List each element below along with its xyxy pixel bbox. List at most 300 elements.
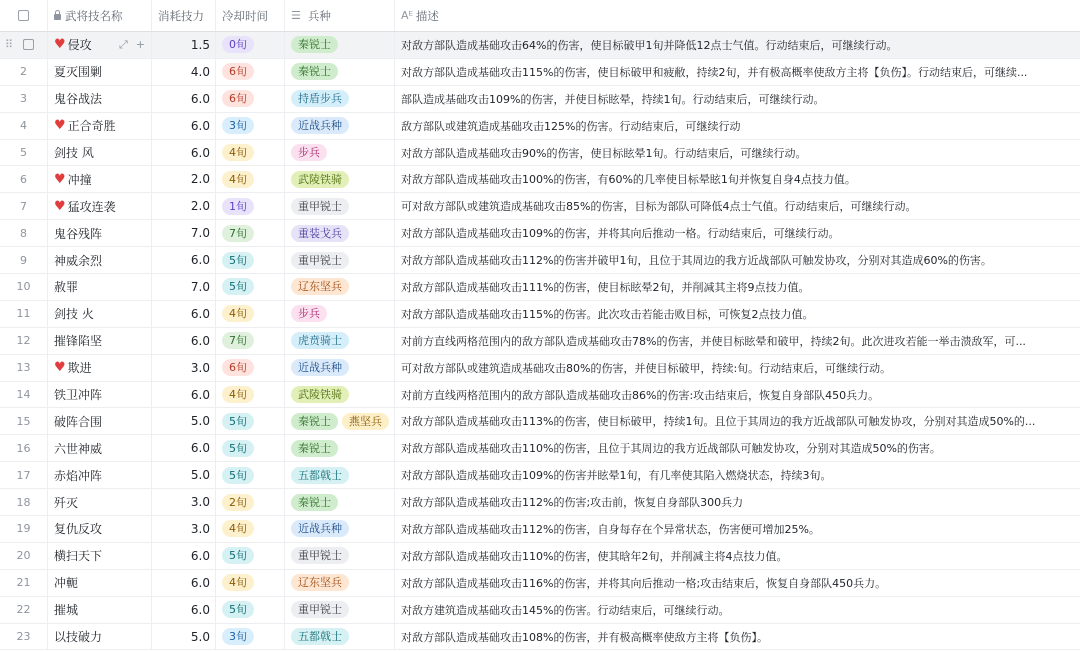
cost-cell[interactable]	[152, 382, 216, 408]
heart-icon: ♥	[54, 360, 66, 376]
type-tag: 步兵	[291, 305, 327, 322]
cooldown-tag: 7旬	[222, 225, 254, 242]
desc-text: 可对敌方部队或建筑造成基础攻击85%的伤害，目标为部队可降低4点士气值。行动结束后，可继续行动。	[401, 200, 917, 214]
cost-cell[interactable]	[152, 355, 216, 381]
row-index-cell[interactable]	[0, 462, 48, 488]
header-name[interactable]: 武将技名称	[48, 0, 152, 31]
name-cell[interactable]	[48, 247, 152, 273]
type-tag: 秦锐士	[291, 440, 338, 457]
name-cell[interactable]	[48, 328, 152, 354]
skill-name: 复仇反攻	[54, 522, 103, 537]
name-cell[interactable]	[48, 489, 152, 515]
cost-value: 5.0	[190, 468, 210, 483]
cooldown-cell[interactable]	[216, 462, 285, 488]
desc-cell[interactable]	[395, 382, 1080, 408]
cost-value: 6.0	[190, 118, 210, 133]
type-cell[interactable]	[285, 408, 395, 434]
cost-value: 7.0	[190, 226, 210, 241]
cooldown-cell[interactable]	[216, 274, 285, 300]
skill-name: 剑技 火	[54, 307, 94, 322]
desc-text: 对敌方部队造成基础攻击109%的伤害，并将其向后推动一格。行动结束后，可继续行动。	[401, 227, 840, 241]
cooldown-tag: 2旬	[222, 494, 254, 511]
type-cell[interactable]	[285, 355, 395, 381]
desc-cell[interactable]	[395, 86, 1080, 112]
cooldown-cell[interactable]	[216, 328, 285, 354]
row-index-cell[interactable]	[0, 382, 48, 408]
header-type[interactable]: ☰ 兵种	[285, 0, 395, 31]
cost-cell[interactable]	[152, 32, 216, 58]
desc-text: 对敌方部队造成基础攻击111%的伤害，使目标眩晕2旬，并削减其主将9点技力值。	[401, 280, 810, 294]
desc-cell[interactable]	[395, 355, 1080, 381]
cooldown-cell[interactable]	[216, 570, 285, 596]
cooldown-cell[interactable]	[216, 597, 285, 623]
cooldown-tag: 4旬	[222, 520, 254, 537]
row-index: 5	[20, 146, 27, 159]
desc-text: 对敌方部队造成基础攻击110%的伤害，使其晗年2旬，并削减主将4点技力值。	[401, 549, 788, 563]
name-cell[interactable]	[48, 113, 152, 139]
heart-icon: ♥	[54, 37, 66, 53]
cooldown-tag: 4旬	[222, 574, 254, 591]
table-row[interactable]	[0, 462, 1080, 489]
table-row[interactable]	[0, 543, 1080, 570]
text-icon: Aᴱ	[401, 9, 413, 22]
row-index: 3	[20, 92, 27, 106]
row-index: 7	[20, 199, 27, 213]
cost-cell[interactable]	[152, 624, 216, 650]
cost-value: 2.0	[190, 199, 210, 214]
skill-name: 夏灭围剿	[54, 65, 103, 80]
table-row[interactable]	[0, 570, 1080, 597]
skill-name: 六世神威	[54, 441, 103, 456]
type-tag: 秦锐士	[291, 494, 338, 511]
cooldown-tag: 6旬	[222, 63, 254, 80]
drag-handle-icon[interactable]: ⠿	[5, 38, 13, 52]
cooldown-cell[interactable]	[216, 113, 285, 139]
row-index-cell[interactable]	[0, 113, 48, 139]
desc-cell[interactable]	[395, 32, 1080, 58]
name-cell[interactable]	[48, 59, 152, 85]
table-row[interactable]	[0, 32, 1080, 59]
desc-cell[interactable]	[395, 462, 1080, 488]
cost-value: 6.0	[190, 575, 210, 590]
type-cell[interactable]	[285, 570, 395, 596]
desc-cell[interactable]	[395, 435, 1080, 461]
cost-value: 6.0	[190, 91, 210, 106]
skill-name: 剑技 风	[54, 146, 94, 160]
row-index: 21	[16, 576, 31, 590]
table-row[interactable]	[0, 274, 1080, 301]
row-index-cell[interactable]	[0, 408, 48, 434]
desc-text: 对敌方部队造成基础攻击113%的伤害，使目标破甲，持续1旬。且位于其周边的我方近战部队可触发协攻，分别对其造成50%的...	[401, 415, 1036, 429]
type-tag: 武陵铁骑	[291, 171, 349, 188]
cost-cell[interactable]	[152, 301, 216, 327]
cost-value: 3.0	[190, 360, 210, 375]
skill-name: 冲軛	[54, 576, 79, 591]
desc-text: 对敌方部队造成基础攻击100%的伤害，有60%的几率使目标晕眩1旬并恢复自身4点技力值。	[401, 173, 856, 187]
cooldown-tag: 5旬	[222, 440, 254, 457]
table-row[interactable]	[0, 435, 1080, 462]
type-tag: 持盾步兵	[291, 90, 349, 107]
table-row[interactable]	[0, 220, 1080, 247]
cooldown-tag: 5旬	[222, 278, 254, 295]
header-cooldown[interactable]: 冷却时间	[216, 0, 285, 31]
cooldown-cell[interactable]	[216, 247, 285, 273]
row-index: 2	[20, 65, 27, 79]
cooldown-tag: 3旬	[222, 628, 254, 645]
expand-icon[interactable]: ⤢	[118, 37, 128, 51]
table-row[interactable]	[0, 489, 1080, 516]
skill-name: 冲撞	[67, 172, 92, 187]
row-index: 10	[16, 280, 31, 294]
skill-name: 横扫天下	[54, 549, 103, 564]
desc-cell[interactable]	[395, 140, 1080, 166]
row-index-cell[interactable]	[0, 328, 48, 354]
name-cell[interactable]	[48, 543, 152, 569]
type-tag: 辽东坚兵	[291, 574, 349, 591]
cost-cell[interactable]	[152, 113, 216, 139]
row-index: 9	[20, 253, 27, 267]
list-icon: ☰	[291, 9, 301, 22]
skill-name: 欺进	[67, 361, 92, 376]
row-index: 15	[16, 414, 31, 428]
cooldown-cell[interactable]	[216, 301, 285, 327]
type-cell[interactable]	[285, 516, 395, 542]
cost-value: 6.0	[190, 253, 210, 268]
row-index-cell[interactable]	[0, 140, 48, 166]
type-cell[interactable]	[285, 32, 395, 58]
cost-value: 5.0	[190, 414, 210, 429]
cost-cell[interactable]	[152, 408, 216, 434]
cost-cell[interactable]	[152, 86, 216, 112]
type-cell[interactable]	[285, 462, 395, 488]
table-row[interactable]	[0, 59, 1080, 86]
desc-text: 对敌方部队造成基础攻击110%的伤害，且位于其周边的我方近战部队可触发协攻，分别对其造成50%的伤害。	[401, 442, 941, 456]
cooldown-tag: 5旬	[222, 252, 254, 269]
name-cell[interactable]	[48, 220, 152, 246]
cooldown-cell[interactable]	[216, 59, 285, 85]
skill-name: 鬼谷残阵	[54, 226, 103, 241]
row-index: 14	[16, 388, 31, 402]
skill-name: 猛攻连袭	[67, 199, 116, 214]
cost-value: 7.0	[190, 279, 210, 294]
desc-cell[interactable]	[395, 247, 1080, 273]
type-tag: 武陵铁骑	[291, 386, 349, 403]
cooldown-tag: 0旬	[222, 36, 254, 53]
row-index: 4	[20, 119, 27, 133]
skill-name: 破阵合围	[54, 414, 103, 429]
cost-cell[interactable]	[152, 59, 216, 85]
desc-cell[interactable]	[395, 570, 1080, 596]
row-index-cell[interactable]	[0, 193, 48, 219]
type-cell[interactable]	[285, 543, 395, 569]
name-cell[interactable]	[48, 274, 152, 300]
desc-text: 对前方直线两格范围内的敌方部队造成基础攻击78%的伤害，并使目标眩晕和破甲，持续2旬。此次进攻若能一举击溃敌军，可...	[401, 334, 1026, 348]
type-cell[interactable]	[285, 597, 395, 623]
cost-value: 6.0	[190, 441, 210, 456]
type-tag: 秦锐士	[291, 63, 338, 80]
cooldown-tag: 5旬	[222, 547, 254, 564]
name-cell[interactable]	[48, 597, 152, 623]
table-row[interactable]	[0, 166, 1080, 193]
cost-cell[interactable]	[152, 489, 216, 515]
desc-text: 对敌方部队造成基础攻击64%的伤害，使目标破甲1旬并降低12点士气值。行动结束后，可继续行动。	[401, 38, 898, 52]
cooldown-cell[interactable]	[216, 489, 285, 515]
table-row[interactable]	[0, 355, 1080, 382]
cooldown-cell[interactable]	[216, 355, 285, 381]
table-row[interactable]	[0, 113, 1080, 140]
select-all-checkbox[interactable]	[18, 10, 29, 21]
row-index: 22	[16, 603, 31, 617]
row-index-cell[interactable]	[0, 543, 48, 569]
row-index: 23	[16, 630, 31, 644]
cooldown-cell[interactable]	[216, 408, 285, 434]
cost-cell[interactable]	[152, 516, 216, 542]
table-row[interactable]	[0, 382, 1080, 409]
type-cell[interactable]	[285, 274, 395, 300]
desc-cell[interactable]	[395, 624, 1080, 650]
add-icon[interactable]: +	[135, 37, 145, 51]
row-index: 18	[16, 495, 31, 509]
heart-icon: ♥	[54, 171, 66, 187]
type-tag: 辽东坚兵	[291, 278, 349, 295]
cooldown-tag: 4旬	[222, 386, 254, 403]
cost-cell[interactable]	[152, 462, 216, 488]
desc-text: 部队造成基础攻击109%的伤害，并使目标眩晕，持续1旬。行动结束后，可继续行动。	[401, 92, 825, 106]
desc-cell[interactable]	[395, 328, 1080, 354]
row-index: 19	[16, 522, 31, 536]
name-cell[interactable]	[48, 408, 152, 434]
cooldown-cell[interactable]	[216, 435, 285, 461]
cost-cell[interactable]	[152, 166, 216, 192]
cost-cell[interactable]	[152, 193, 216, 219]
name-cell[interactable]	[48, 570, 152, 596]
cooldown-tag: 5旬	[222, 467, 254, 484]
row-index-cell[interactable]	[0, 570, 48, 596]
name-cell[interactable]	[48, 301, 152, 327]
type-tag: 近战兵种	[291, 520, 349, 537]
header-desc[interactable]: Aᴱ 描述	[401, 8, 439, 23]
type-cell[interactable]	[285, 489, 395, 515]
table-row[interactable]	[0, 624, 1080, 651]
cooldown-tag: 3旬	[222, 117, 254, 134]
skill-name: 铁卫冲阵	[54, 388, 103, 403]
type-tag: 重装戈兵	[291, 225, 349, 242]
type-tag: 重甲锐士	[291, 198, 349, 215]
type-tag: 五都戟士	[291, 628, 349, 645]
table-header	[0, 0, 1080, 32]
cooldown-cell[interactable]	[216, 166, 285, 192]
desc-text: 对敌方建筑造成基础攻击145%的伤害。行动结束后，可继续行动。	[401, 603, 730, 617]
cost-value: 4.0	[190, 64, 210, 79]
header-select-cell[interactable]	[0, 0, 48, 31]
name-cell[interactable]	[48, 32, 152, 58]
desc-text: 对敌方部队造成基础攻击109%的伤害并眩晕1旬，有几率使其陷入燃烧状态，持续3旬。	[401, 469, 832, 483]
type-cell[interactable]	[285, 382, 395, 408]
name-cell[interactable]	[48, 624, 152, 650]
cooldown-cell[interactable]	[216, 543, 285, 569]
desc-cell[interactable]	[395, 193, 1080, 219]
type-tag: 秦锐士	[291, 413, 338, 430]
row-index-cell[interactable]	[0, 489, 48, 515]
table-row[interactable]	[0, 597, 1080, 624]
row-index-cell[interactable]	[0, 166, 48, 192]
heart-icon: ♥	[54, 118, 66, 134]
type-tag: 近战兵种	[291, 117, 349, 134]
cooldown-cell[interactable]	[216, 382, 285, 408]
type-tag: 虎贲骑士	[291, 332, 349, 349]
row-index-cell[interactable]	[0, 624, 48, 650]
table-row[interactable]	[0, 86, 1080, 113]
cost-cell[interactable]	[152, 274, 216, 300]
type-cell[interactable]	[285, 193, 395, 219]
type-cell[interactable]	[285, 435, 395, 461]
cost-cell[interactable]	[152, 247, 216, 273]
skill-name: 歼灭	[54, 495, 79, 510]
name-cell[interactable]	[48, 382, 152, 408]
table-row[interactable]	[0, 140, 1080, 167]
name-cell[interactable]	[48, 86, 152, 112]
type-cell[interactable]	[285, 59, 395, 85]
type-cell[interactable]	[285, 166, 395, 192]
type-tag: 燕坚兵	[342, 413, 389, 430]
desc-cell[interactable]	[395, 166, 1080, 192]
skill-name: 赦罪	[54, 280, 79, 295]
desc-text: 对敌方部队造成基础攻击108%的伤害，并有极高概率使敌方主将【负伤】。	[401, 630, 768, 644]
cooldown-tag: 1旬	[222, 198, 254, 215]
heart-icon: ♥	[54, 198, 66, 214]
row-index-cell[interactable]	[0, 597, 48, 623]
cooldown-tag: 4旬	[222, 305, 254, 322]
desc-cell[interactable]	[395, 516, 1080, 542]
name-cell[interactable]	[48, 140, 152, 166]
name-cell[interactable]	[48, 462, 152, 488]
desc-cell[interactable]	[395, 59, 1080, 85]
cooldown-cell[interactable]	[216, 140, 285, 166]
row-index-cell[interactable]	[0, 516, 48, 542]
type-cell[interactable]	[285, 220, 395, 246]
desc-cell[interactable]	[395, 113, 1080, 139]
skill-name: 鬼谷战法	[54, 92, 103, 107]
type-cell[interactable]	[285, 624, 395, 650]
skill-name: 赤焰冲阵	[54, 468, 103, 483]
desc-text: 敌方部队或建筑造成基础攻击125%的伤害。行动结束后，可继续行动	[401, 119, 741, 133]
desc-text: 对敌方部队造成基础攻击116%的伤害，并将其向后推动一格;攻击结束后，恢复自身部队450兵力。	[401, 576, 887, 590]
row-checkbox[interactable]	[23, 39, 34, 50]
desc-cell[interactable]	[395, 301, 1080, 327]
skill-name: 神威余烈	[54, 253, 103, 268]
type-cell[interactable]	[285, 140, 395, 166]
row-index-cell[interactable]	[0, 274, 48, 300]
cooldown-cell[interactable]	[216, 516, 285, 542]
cost-cell[interactable]	[152, 597, 216, 623]
cooldown-cell[interactable]	[216, 220, 285, 246]
type-cell[interactable]	[285, 247, 395, 273]
cost-value: 3.0	[190, 521, 210, 536]
table-row[interactable]	[0, 247, 1080, 274]
name-cell[interactable]	[48, 193, 152, 219]
row-index-cell[interactable]	[0, 355, 48, 381]
cost-cell[interactable]	[152, 543, 216, 569]
skill-name: 正合奇胜	[67, 119, 116, 134]
row-index-cell[interactable]	[0, 435, 48, 461]
cost-cell[interactable]	[152, 570, 216, 596]
row-index: 13	[16, 361, 31, 375]
cost-value: 6.0	[190, 333, 210, 348]
cooldown-tag: 5旬	[222, 601, 254, 618]
cost-value: 1.5	[190, 37, 210, 52]
table-row[interactable]	[0, 301, 1080, 328]
type-tag: 近战兵种	[291, 359, 349, 376]
skill-name: 以技破力	[54, 630, 103, 645]
row-index: 20	[16, 549, 31, 563]
row-index-cell[interactable]	[0, 220, 48, 246]
table-row[interactable]	[0, 516, 1080, 543]
type-tag: 秦锐士	[291, 36, 338, 53]
desc-cell[interactable]	[395, 274, 1080, 300]
cost-cell[interactable]	[152, 328, 216, 354]
row-index-cell[interactable]	[0, 59, 48, 85]
desc-text: 对前方直线两格范围内的敌方部队造成基础攻击86%的伤害:攻击结束后，恢复自身部队450兵力。	[401, 388, 880, 402]
type-cell[interactable]	[285, 86, 395, 112]
desc-text: 对敌方部队造成基础攻击90%的伤害，使目标眩晕1旬。行动结束后，可继续行动。	[401, 146, 807, 160]
type-cell[interactable]	[285, 113, 395, 139]
desc-cell[interactable]	[395, 408, 1080, 434]
cost-value: 6.0	[190, 145, 210, 160]
row-index-cell[interactable]	[0, 301, 48, 327]
row-index-cell[interactable]	[0, 247, 48, 273]
name-cell[interactable]	[48, 166, 152, 192]
skill-name: 摧城	[54, 603, 79, 618]
name-cell[interactable]	[48, 355, 152, 381]
row-index: 11	[16, 307, 31, 321]
desc-text: 对敌方部队造成基础攻击112%的伤害并破甲1旬，且位于其周边的我方近战部队可触发协攻，分别对其造成60%的伤害。	[401, 254, 992, 268]
desc-text: 对敌方部队造成基础攻击112%的伤害;攻击前，恢复自身部队300兵力	[401, 496, 744, 510]
cost-cell[interactable]	[152, 435, 216, 461]
cost-value: 6.0	[190, 548, 210, 563]
cooldown-tag: 4旬	[222, 171, 254, 188]
cooldown-cell[interactable]	[216, 193, 285, 219]
table-body	[0, 32, 1080, 650]
desc-cell[interactable]	[395, 220, 1080, 246]
cooldown-cell[interactable]	[216, 86, 285, 112]
cooldown-cell[interactable]	[216, 624, 285, 650]
table-row[interactable]	[0, 408, 1080, 435]
cooldown-tag: 6旬	[222, 90, 254, 107]
cooldown-tag: 4旬	[222, 144, 254, 161]
row-index-cell[interactable]	[0, 86, 48, 112]
cost-cell[interactable]	[152, 140, 216, 166]
type-cell[interactable]	[285, 301, 395, 327]
cooldown-cell[interactable]	[216, 32, 285, 58]
skill-name: 侵攻	[67, 38, 92, 53]
cooldown-tag: 6旬	[222, 359, 254, 376]
desc-cell[interactable]	[395, 543, 1080, 569]
row-index: 6	[20, 172, 27, 186]
row-index-cell[interactable]	[0, 32, 48, 58]
cost-cell[interactable]	[152, 220, 216, 246]
name-cell[interactable]	[48, 516, 152, 542]
type-cell[interactable]	[285, 328, 395, 354]
desc-cell[interactable]	[395, 597, 1080, 623]
row-tools	[119, 38, 145, 52]
cost-value: 6.0	[190, 306, 210, 321]
name-cell[interactable]	[48, 435, 152, 461]
type-tag: 五都戟士	[291, 467, 349, 484]
header-cost[interactable]: 消耗技力	[152, 0, 216, 31]
desc-cell[interactable]	[395, 489, 1080, 515]
table-row[interactable]	[0, 328, 1080, 355]
table-row[interactable]	[0, 193, 1080, 220]
